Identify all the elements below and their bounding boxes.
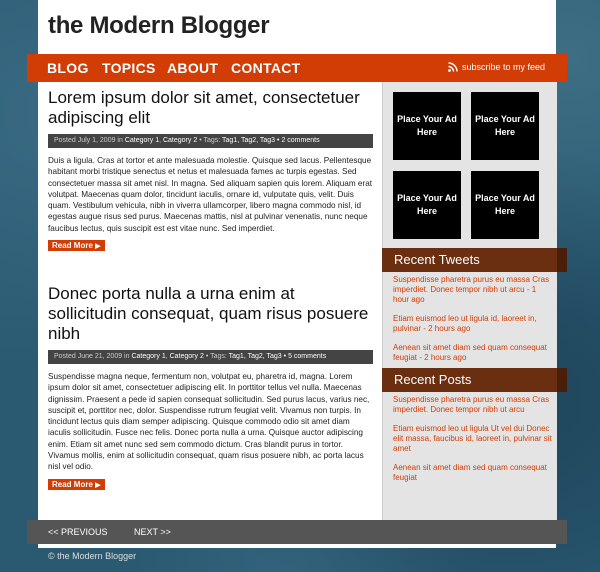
- post-date: Posted July 1, 2009 in: [54, 137, 123, 144]
- comments-link[interactable]: • 2 comments: [277, 137, 320, 144]
- post-title[interactable]: Lorem ipsum dolor sit amet, consectetuer adipiscing elit: [48, 88, 360, 127]
- post-meta: Posted July 1, 2009 in Category 1, Category 2 • Tags: Tag1, Tag2, Tag3 • 2 comments: [48, 134, 373, 148]
- nav-item-blog[interactable]: BLOG: [47, 60, 89, 76]
- tags-label: • Tags:: [199, 137, 221, 144]
- pagination-bar: [27, 520, 567, 544]
- category-link[interactable]: Category 1: [131, 353, 166, 360]
- tweet-time: - 2 hours ago: [423, 324, 471, 333]
- site-title[interactable]: the Modern Blogger: [48, 12, 270, 39]
- recent-post-item[interactable]: [393, 463, 553, 483]
- comments-link[interactable]: • 5 comments: [283, 353, 327, 360]
- read-more-button[interactable]: [48, 479, 105, 490]
- post-meta: Posted June 21, 2009 in Category 1, Category 2 • Tags: Tag1, Tag2, Tag3 • 5 comments: [48, 350, 373, 364]
- tags-links[interactable]: Tag1, Tag2, Tag3: [222, 137, 276, 144]
- main-nav: [27, 54, 567, 82]
- rss-icon: [448, 62, 458, 72]
- tweet-time: - 2 hours ago: [419, 353, 467, 362]
- ad-slot[interactable]: Place Your Ad Here: [471, 171, 539, 239]
- read-more-button[interactable]: [48, 240, 105, 251]
- read-more-label: Read More: [52, 241, 93, 251]
- ad-slot[interactable]: Place Your Ad Here: [393, 171, 461, 239]
- site-header: [38, 0, 556, 54]
- tweet-text[interactable]: Etiam euismod leo ut ligula id, laoreet in, pulvinar: [393, 314, 537, 333]
- post: [48, 88, 373, 253]
- nav-item-topics[interactable]: TOPICS: [102, 60, 156, 76]
- tweet-item: [393, 275, 553, 305]
- recent-post-link[interactable]: Aenean sit amet diam sed quam consequat feugiat: [393, 463, 547, 482]
- nav-item-about[interactable]: ABOUT: [167, 60, 219, 76]
- read-more-label: Read More: [52, 479, 93, 489]
- recent-posts-list: [393, 395, 553, 492]
- previous-page-link[interactable]: << PREVIOUS: [48, 527, 108, 537]
- post-body: Suspendisse magna neque, fermentum non, volutpat eu, pharetra id, magna. Lorem ipsum dolor sit amet, consectetuer adipiscing elit. In porttitor tellus vel nulla. Maecenas dignissim. Praesent a pede id sapien consequat sollicitudin. Sed purus lacus, varius nec, suscipit et, porttitor nec, dolor. Suspendisse rutrum feugiat velit. Vivamus non turpis. In tincidunt lectus quis diam semper adipiscing. Quisque commodo odio sit amet diam iaculis sollicitudin. Fusce nec felis. Donec porta nulla a urna. Quisque auctor adipiscing enim. Etiam sit amet nunc sed sem commodo dictum. Cras blandit purus in tortor. Vivamus mollis, enim at sollicitudin consequat, quam risus posuere nibh, ac porta lacus nisl vel odio.: [48, 372, 370, 472]
- tags-label: • Tags:: [205, 353, 227, 360]
- nav-item-contact[interactable]: CONTACT: [231, 60, 301, 76]
- category-link[interactable]: Category 2: [162, 137, 198, 144]
- post-body: Duis a ligula. Cras at tortor et ante malesuada molestie. Quisque sed lacus. Pellentesque habitant morbi tristique senectus et netus et malesuada fames ac turpis egestas. Sed consectetuer massa sit amet nisl. In magna. Sed aliquam sapien quis lorem. Aliquam erat volutpat. Maecenas quam dolor, tincidunt iaculis, ornare id, vulputate quis, velit. Duis quam. Vestibulum vehicula, nibh in viverra ullamcorper, libero magna commodo nisl, id egestas augue risus sed purus. Maecenas mattis, nisl at pulvinar venenatis, nunc neque faucibus lectus, quis suscipit est est vitae nunc. Sed imperdiet.: [48, 156, 373, 233]
- tags-links[interactable]: Tag1, Tag2, Tag3: [228, 353, 282, 360]
- category-link[interactable]: Category 2: [169, 353, 204, 360]
- tweet-text[interactable]: Aenean sit amet diam sed quam consequat feugiat: [393, 343, 547, 362]
- recent-posts-heading: Recent Posts: [382, 368, 567, 392]
- rss-label: subscribe to my feed: [461, 62, 545, 72]
- play-arrow-icon: ▶: [95, 243, 101, 251]
- tweet-time: - 1 hour ago: [393, 285, 537, 304]
- rss-subscribe-link[interactable]: [448, 62, 545, 72]
- ad-slot[interactable]: Place Your Ad Here: [471, 92, 539, 160]
- post: [48, 284, 373, 492]
- ad-slot[interactable]: Place Your Ad Here: [393, 92, 461, 160]
- category-link[interactable]: Category 1: [124, 137, 160, 144]
- copyright-text: © the Modern Blogger: [48, 551, 137, 561]
- tweet-item: [393, 343, 553, 363]
- recent-post-link[interactable]: Etiam euismod leo ut ligula Ut vel dui Donec elit massa, faucibus id, laoreet in, pulvinar sit amet: [393, 424, 552, 453]
- recent-post-link[interactable]: Suspendisse pharetra purus eu massa Cras imperdiet. Donec tempor nibh ut arcu: [393, 395, 550, 414]
- play-arrow-icon: ▶: [95, 481, 101, 489]
- recent-tweets-list: [393, 275, 553, 372]
- recent-post-item[interactable]: [393, 424, 553, 454]
- post-date: Posted June 21, 2009 in: [54, 353, 130, 360]
- post-title[interactable]: Donec porta nulla a urna enim at sollicitudin consequat, quam risus posuere nibh: [48, 284, 369, 343]
- recent-post-item[interactable]: [393, 395, 553, 415]
- tweet-text[interactable]: Suspendisse pharetra purus eu massa Cras imperdiet. Donec tempor nibh ut arcu: [393, 275, 550, 294]
- next-page-link[interactable]: NEXT >>: [134, 527, 171, 537]
- tweet-item: [393, 314, 553, 334]
- recent-tweets-heading: Recent Tweets: [382, 248, 567, 272]
